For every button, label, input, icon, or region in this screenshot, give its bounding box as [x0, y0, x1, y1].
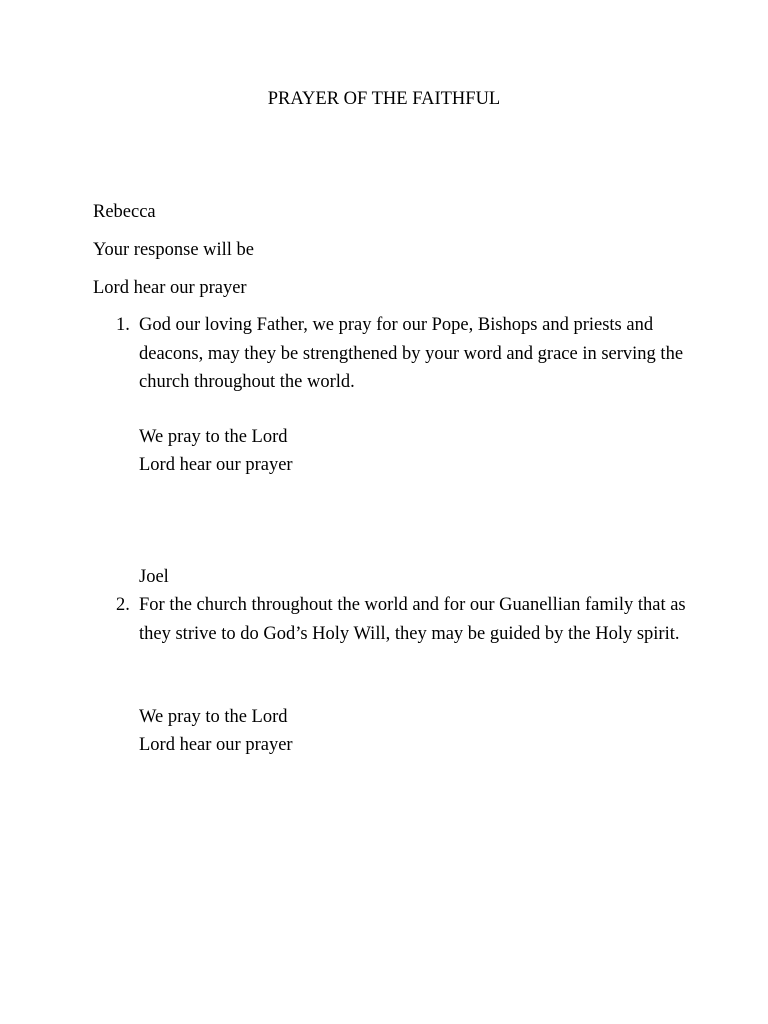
- page-title: PRAYER OF THE FAITHFUL: [267, 89, 501, 109]
- reader-name-1: Rebecca: [93, 202, 156, 222]
- intention-text-2: For the church throughout the world and for our Guanellian family that as they strive to do God’s Holy Will, they may be guided by the Holy spirit.: [139, 595, 686, 644]
- reader-name-2: Joel: [139, 567, 169, 587]
- response-intro: Your response will be: [93, 240, 255, 260]
- response-1: Lord hear our prayer: [139, 455, 293, 475]
- call-2: We pray to the Lord: [139, 707, 288, 727]
- intention-text-1: God our loving Father, we pray for our Pope, Bishops and priests and deacons, may they be strengthened by your word and grace in serving the church throughout the world.: [139, 315, 684, 392]
- call-1: We pray to the Lord: [139, 427, 288, 447]
- response-2: Lord hear our prayer: [139, 735, 293, 755]
- list-number-1: 1.: [116, 315, 130, 335]
- response-text: Lord hear our prayer: [93, 278, 247, 298]
- list-number-2: 2.: [116, 595, 130, 615]
